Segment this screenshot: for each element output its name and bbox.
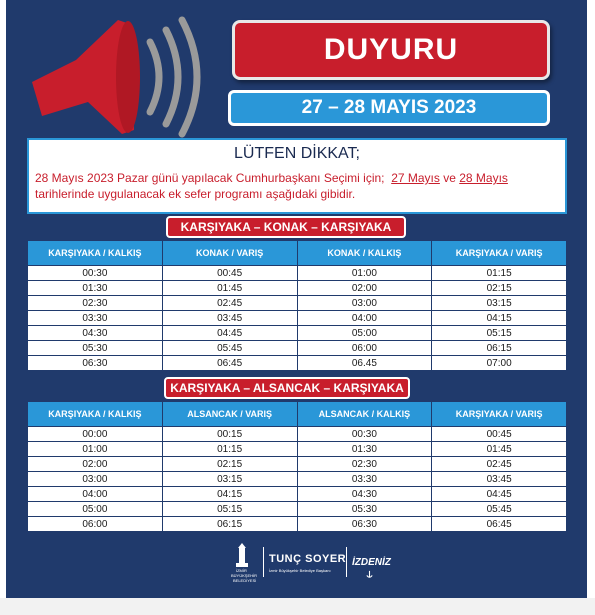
- table-cell: 04:45: [163, 326, 297, 340]
- column-header: KONAK / KALKIŞ: [298, 241, 432, 265]
- page-title: DUYURU: [323, 33, 459, 66]
- table-cell: 05:45: [163, 341, 297, 355]
- table-cell: 00:45: [163, 266, 297, 280]
- table-cell: 01:30: [28, 281, 162, 295]
- table-cell: 02:15: [163, 457, 297, 471]
- table-row: [28, 457, 566, 471]
- table-cell: 01:45: [163, 281, 297, 295]
- column-header: ALSANCAK / VARIŞ: [163, 402, 297, 426]
- table-cell: 05:00: [28, 502, 162, 516]
- table-cell: 00:45: [432, 427, 566, 441]
- table-header-row: [28, 241, 566, 265]
- mayor-title: İzmir Büyükşehir Belediye Başkanı: [269, 568, 331, 573]
- logo-city-name: İZMİR: [236, 568, 247, 573]
- column-header: KARŞIYAKA / KALKIŞ: [28, 241, 162, 265]
- table-cell: 05:15: [163, 502, 297, 516]
- date-banner: [228, 90, 550, 126]
- title-banner: [232, 20, 550, 80]
- megaphone-icon: [18, 12, 218, 142]
- table-cell: 05:30: [298, 502, 432, 516]
- table-cell: 04:15: [163, 487, 297, 501]
- table-cell: 02:45: [432, 457, 566, 471]
- table-cell: 03:30: [298, 472, 432, 486]
- table-cell: 04:30: [298, 487, 432, 501]
- table-cell: 06:00: [298, 341, 432, 355]
- izdeniz-anchor-logo-icon: [365, 570, 374, 579]
- column-header: KARŞIYAKA / KALKIŞ: [28, 402, 162, 426]
- table-cell: 06:15: [163, 517, 297, 531]
- notice-date-1: 27 Mayıs: [391, 171, 440, 185]
- table-cell: 03:30: [28, 311, 162, 325]
- table-cell: 00:30: [298, 427, 432, 441]
- announcement-poster: [6, 0, 587, 598]
- table-cell: 05:15: [432, 326, 566, 340]
- table-cell: 04:15: [432, 311, 566, 325]
- table-cell: 04:45: [432, 487, 566, 501]
- table-cell: 00:00: [28, 427, 162, 441]
- table-cell: 02:45: [163, 296, 297, 310]
- table-cell: 03:00: [298, 296, 432, 310]
- table-cell: 03:45: [432, 472, 566, 486]
- table-cell: 04:00: [298, 311, 432, 325]
- schedule-table-alsancak: [27, 401, 567, 532]
- notice-date-2: 28 Mayıs: [459, 171, 508, 185]
- table-header-row: [28, 402, 566, 426]
- table-cell: 01:00: [298, 266, 432, 280]
- table-cell: 06.45: [298, 356, 432, 370]
- table-cell: 03:15: [163, 472, 297, 486]
- table-cell: 07:00: [432, 356, 566, 370]
- table-row: [28, 296, 566, 310]
- table-row: [28, 487, 566, 501]
- table-cell: 03:00: [28, 472, 162, 486]
- logo-divider: [263, 547, 264, 577]
- notice-line-1: [35, 171, 508, 185]
- table-cell: 02:00: [28, 457, 162, 471]
- table-cell: 02:30: [298, 457, 432, 471]
- table-cell: 06:30: [298, 517, 432, 531]
- table-cell: 01:15: [163, 442, 297, 456]
- date-text: 27 – 28 MAYIS 2023: [301, 97, 477, 118]
- izdeniz-logo: İZDENİZ: [352, 557, 391, 568]
- table-cell: 00:30: [28, 266, 162, 280]
- table-cell: 05:30: [28, 341, 162, 355]
- table-row: [28, 281, 566, 295]
- notice-box: [27, 138, 567, 214]
- table-row: [28, 442, 566, 456]
- table-cell: 02:30: [28, 296, 162, 310]
- table-cell: 06:45: [432, 517, 566, 531]
- table-cell: 05:00: [298, 326, 432, 340]
- table-row: [28, 502, 566, 516]
- table-cell: 06:15: [432, 341, 566, 355]
- notice-line-2: tarihlerinde uygulanacak ek sefer programı aşağıdaki gibidir.: [35, 187, 356, 201]
- notice-line-1-text: 28 Mayıs 2023 Pazar günü yapılacak Cumhurbaşkanı Seçimi için;: [35, 171, 385, 185]
- notice-title: LÜTFEN DİKKAT;: [234, 145, 360, 162]
- table-cell: 02:15: [432, 281, 566, 295]
- table-cell: 03:15: [432, 296, 566, 310]
- table-row: [28, 311, 566, 325]
- section-label-alsancak: KARŞIYAKA – ALSANCAK – KARŞIYAKA: [164, 377, 410, 399]
- table-cell: 00:15: [163, 427, 297, 441]
- table-cell: 06:45: [163, 356, 297, 370]
- schedule-table-konak: [27, 240, 567, 371]
- table-row: [28, 472, 566, 486]
- table-cell: 06:00: [28, 517, 162, 531]
- mayor-name: TUNÇ SOYER: [269, 553, 347, 565]
- column-header: ALSANCAK / KALKIŞ: [298, 402, 432, 426]
- section-label-konak: KARŞIYAKA – KONAK – KARŞIYAKA: [166, 216, 406, 238]
- table-cell: 02:00: [298, 281, 432, 295]
- table-cell: 04:00: [28, 487, 162, 501]
- table-cell: 04:30: [28, 326, 162, 340]
- table-row: [28, 356, 566, 370]
- table-row: [28, 326, 566, 340]
- logo-municipality-name: BÜYÜKŞEHİR: [231, 573, 258, 578]
- logo-municipality-suffix: BELEDİYESİ: [233, 578, 257, 583]
- table-row: [28, 341, 566, 355]
- table-cell: 05:45: [432, 502, 566, 516]
- column-header: KARŞIYAKA / VARIŞ: [432, 402, 566, 426]
- table-row: [28, 427, 566, 441]
- table-row: [28, 266, 566, 280]
- notice-conjunction: ve: [439, 171, 460, 185]
- table-row: [28, 517, 566, 531]
- table-cell: 06:30: [28, 356, 162, 370]
- table-cell: 03:45: [163, 311, 297, 325]
- footer-logos: [225, 543, 395, 583]
- table-cell: 01:00: [28, 442, 162, 456]
- table-cell: 01:30: [298, 442, 432, 456]
- page-bottom-strip: [0, 598, 595, 615]
- column-header: KONAK / VARIŞ: [163, 241, 297, 265]
- logo-divider: [346, 547, 347, 577]
- column-header: KARŞIYAKA / VARIŞ: [432, 241, 566, 265]
- table-cell: 01:15: [432, 266, 566, 280]
- table-cell: 01:45: [432, 442, 566, 456]
